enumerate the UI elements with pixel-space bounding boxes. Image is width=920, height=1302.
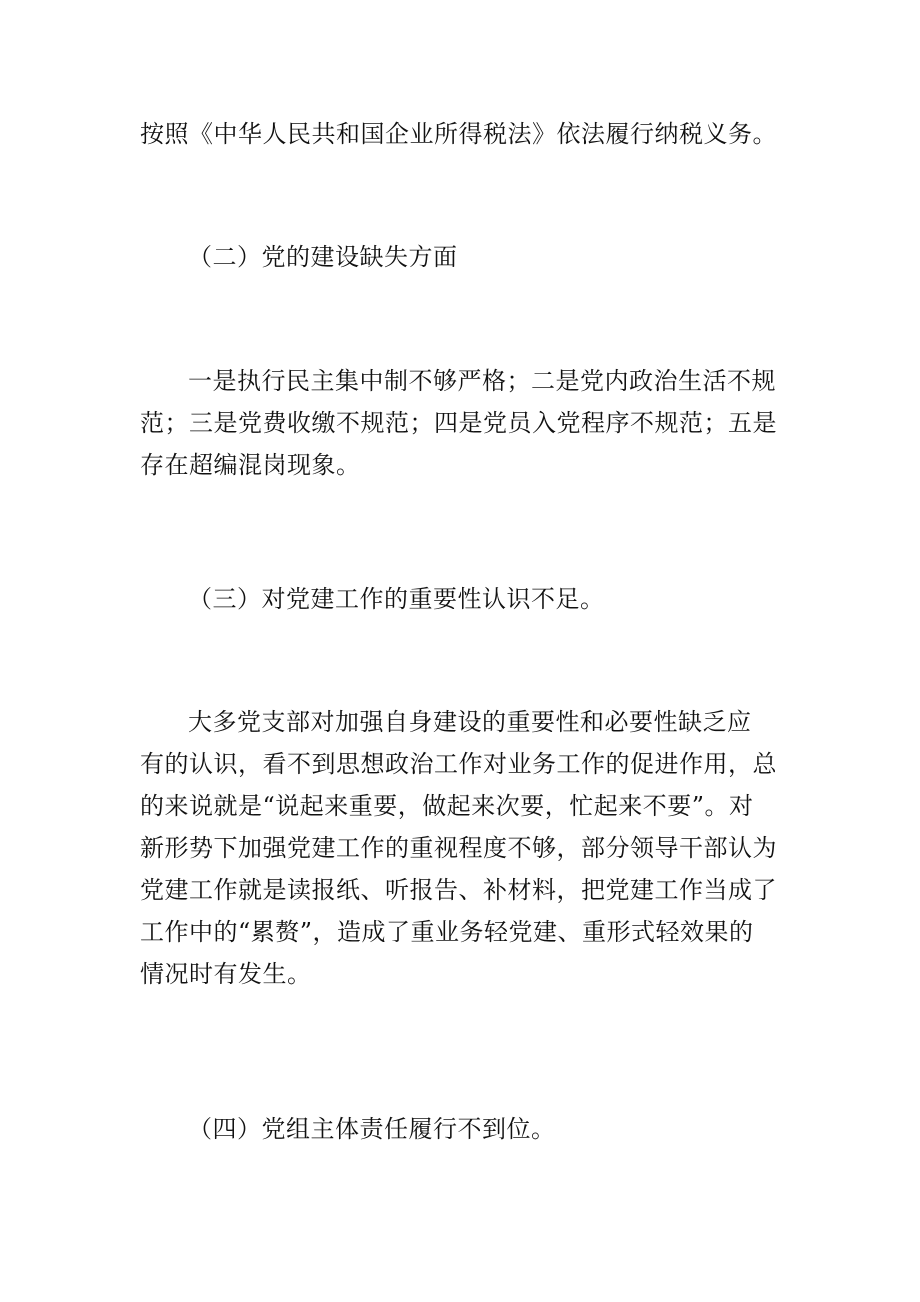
text-line: 一是执行民主集中制不够严格；二是党内政治生活不规 (188, 367, 776, 395)
text-line: 工作中的“累赘”，造成了重业务轻党建、重形式轻效果的 (140, 918, 754, 946)
text-line: 大多党支部对加强自身建设的重要性和必要性缺乏应 (188, 708, 752, 736)
paragraph-party-building (140, 360, 785, 486)
text-line: 党建工作就是读报纸、听报告、补材料，把党建工作当成了 (140, 876, 777, 904)
text-line: （二）党的建设缺失方面 (188, 243, 458, 271)
text-line: 存在超编混岗现象。 (140, 451, 361, 479)
section-heading-2 (140, 236, 785, 278)
text-line: 范；三是党费收缴不规范；四是党员入党程序不规范；五是 (140, 409, 777, 437)
section-heading-4 (140, 1108, 785, 1150)
text-line: 情况时有发生。 (140, 960, 312, 988)
paragraph-awareness (140, 701, 785, 995)
text-line: 新形势下加强党建工作的重视程度不够，部分领导干部认为 (140, 834, 777, 862)
paragraph-tax-obligation (140, 113, 785, 155)
text-line: 有的认识，看不到思想政治工作对业务工作的促进作用，总 (140, 750, 777, 778)
text-line: （三）对党建工作的重要性认识不足。 (188, 585, 605, 613)
text-line: 的来说就是“说起来重要，做起来次要，忙起来不要”。对 (140, 792, 754, 820)
section-heading-3 (140, 578, 785, 620)
text-line: （四）党组主体责任履行不到位。 (188, 1115, 556, 1143)
text-line: 按照《中华人民共和国企业所得税法》依法履行纳税义务。 (140, 120, 777, 148)
